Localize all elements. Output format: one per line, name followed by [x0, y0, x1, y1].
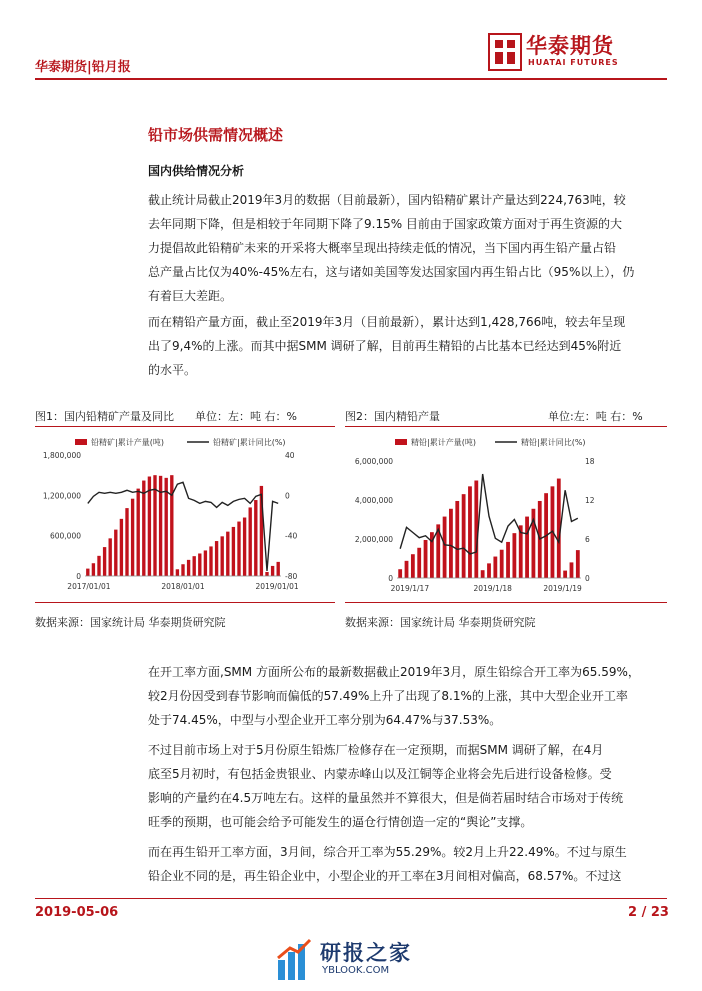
- paragraph-1: [148, 188, 668, 308]
- legend-swatch-bar: [75, 439, 87, 445]
- paragraph-2: [148, 310, 668, 382]
- figure2-unit: 单位:左：吨 右：%: [548, 410, 643, 423]
- paragraph-line: 不过目前市场上对于5月份原生铅炼厂检修存在一定预期，而据SMM 调研了解，在4月: [148, 743, 604, 757]
- chart-bar: [455, 501, 459, 578]
- figure2-bottom-rule: [345, 602, 667, 603]
- chart-bar: [237, 522, 240, 576]
- tick-label: 6: [585, 535, 590, 544]
- tick-label: 18: [585, 457, 595, 466]
- paragraph-line: 底至5月初时，有包括金贵银业、内蒙赤峰山以及江铜等企业将会先后进行设备检修。受: [148, 767, 612, 781]
- legend-label: 精铅|累计产量(吨): [411, 438, 476, 447]
- tick-label: 2017/01/01: [67, 582, 111, 591]
- paragraph-line: 而在再生铅开工率方面，3月间，综合开工率为55.29%。较2月上升22.49%。不过与原生: [148, 845, 627, 859]
- tick-label: 2019/01/01: [255, 582, 299, 591]
- chart-bar: [193, 556, 196, 576]
- chart-bar: [487, 563, 491, 578]
- tick-label: -80: [285, 572, 298, 581]
- tick-label: 2019/1/18: [473, 584, 512, 593]
- tick-label: 4,000,000: [354, 496, 393, 505]
- chart-bar: [204, 550, 207, 576]
- chart-bar: [512, 533, 516, 578]
- chart-bar: [114, 530, 117, 576]
- legend-swatch-bar: [395, 439, 407, 445]
- legend-label: 精铅|累计同比(%): [521, 438, 586, 447]
- chart-bar: [176, 569, 179, 576]
- tick-label: 0: [585, 574, 590, 583]
- watermark-text-en: YBLOOK.COM: [322, 965, 390, 976]
- chart-bar: [142, 481, 145, 576]
- huatai-logo-icon: [487, 30, 523, 74]
- tick-label: 2019/1/17: [390, 584, 430, 593]
- chart-bar: [109, 538, 112, 576]
- paragraph-line: 的水平。: [148, 363, 197, 377]
- tick-label: 1,200,000: [42, 491, 81, 501]
- legend-label: 铅精矿|累计同比(%): [213, 438, 286, 447]
- chart-bar: [493, 557, 497, 578]
- paragraph-line: 旺季的预期，也可能会给予可能发生的逼仓行情创造一定的“舆论”支撑。: [148, 815, 533, 829]
- chart-bar: [468, 486, 472, 578]
- legend-label: 铅精矿|累计产量(吨): [91, 438, 164, 447]
- paragraph-line: 去年同期下降，但是相较于年同期下降了9.15% 目前由于国家政策方面对于再生资源的大: [148, 217, 622, 231]
- chart-bar: [277, 562, 280, 576]
- tick-label: 12: [585, 496, 595, 505]
- chart-bar: [131, 499, 134, 576]
- paragraph-line: 在开工率方面,SMM 方面所公布的最新数据截止2019年3月，原生铅综合开工率为65.59%，: [148, 665, 640, 679]
- paragraph-line: 出了9,4%的上涨。而其中据SMM 调研了解，目前再生精铅的占比基本已经达到45%附近: [148, 339, 622, 353]
- report-header-title: 华泰期货|铅月报: [35, 60, 131, 75]
- paragraph-5: [148, 840, 668, 888]
- tick-label: 0: [388, 574, 393, 583]
- watermark-text-cn: 研报之家: [320, 941, 412, 965]
- chart-bar: [232, 527, 235, 576]
- chart-bar: [265, 572, 268, 576]
- figure1-bottom-rule: [35, 602, 335, 603]
- paragraph-line: 总产量占比仅为40%-45%左右，这与诸如美国等发达国家国内再生铅占比（95%以上），仍: [148, 265, 635, 279]
- chart-bar: [209, 546, 212, 576]
- chart-bar: [249, 507, 252, 576]
- figure2-caption: 图2：国内精铅产量: [345, 410, 440, 423]
- chart-bar: [125, 508, 128, 576]
- chart-bar: [120, 519, 123, 576]
- figure1-top-rule: [35, 426, 335, 427]
- figure2-source: 数据来源：国家统计局 华泰期货研究院: [345, 616, 536, 629]
- paragraph-line: 处于74.45%，中型与小型企业开工率分别为64.47%与37.53%。: [148, 713, 502, 727]
- chart-bar: [481, 570, 485, 578]
- chart-bar: [170, 475, 173, 576]
- chart-bar: [254, 500, 257, 576]
- section-title: 铅市场供需情况概述: [148, 126, 284, 144]
- logo-text-cn: 华泰期货: [526, 34, 614, 58]
- tick-label: 0: [76, 572, 81, 581]
- chart-bar: [525, 517, 529, 578]
- chart-bar: [563, 571, 567, 578]
- chart-bar: [576, 550, 580, 578]
- paragraph-4: [148, 738, 668, 834]
- figure1-caption: 图1：国内铅精矿产量及同比: [35, 410, 174, 423]
- chart-bar: [500, 550, 504, 578]
- chart-bar: [181, 564, 184, 576]
- watermark-bars-icon: [276, 938, 316, 982]
- paragraph-line: 而在精铅产量方面，截止至2019年3月（目前最新），累计达到1,428,766吨，较去年呈现: [148, 315, 626, 329]
- tick-label: 2018/01/01: [161, 582, 205, 591]
- tick-label: 2019/1/19: [543, 584, 582, 593]
- chart-bar: [405, 561, 409, 578]
- chart-bar: [398, 569, 402, 578]
- chart-bar: [187, 560, 190, 576]
- tick-label: 2,000,000: [354, 535, 393, 544]
- chart-bar: [271, 566, 274, 576]
- refined-lead-chart: [345, 428, 667, 598]
- paragraph-line: 影响的产量约在4.5万吨左右。这样的量虽然并不算很大，但是倘若届时结合市场对于传统: [148, 791, 624, 805]
- chart-bar: [215, 541, 218, 576]
- chart-bar: [411, 554, 415, 578]
- tick-label: 40: [285, 451, 295, 460]
- chart-bar: [221, 536, 224, 576]
- tick-label: -40: [285, 531, 298, 541]
- chart-bar: [97, 556, 100, 576]
- paragraph-line: 铅企业不同的是，再生铅企业中，小型企业的开工率在3月间相对偏高，68.57%。不过这: [148, 869, 622, 883]
- figure1-unit: 单位：左：吨 右：%: [195, 410, 297, 423]
- chart-bar: [86, 569, 89, 576]
- footer-date: 2019-05-06: [35, 905, 119, 920]
- paragraph-3: [148, 660, 668, 732]
- chart-bar: [506, 542, 510, 578]
- chart-bar: [462, 494, 466, 578]
- figure1-source: 数据来源：国家统计局 华泰期货研究院: [35, 616, 226, 629]
- chart-bar: [570, 562, 574, 578]
- paragraph-line: 截止统计局截止2019年3月的数据（目前最新），国内铅精矿累计产量达到224,763吨，较: [148, 193, 626, 207]
- chart-bar: [226, 532, 229, 576]
- footer-rule: [35, 898, 667, 899]
- page-number: 2 / 23: [628, 905, 669, 920]
- tick-label: 0: [285, 491, 290, 501]
- chart-bar: [198, 553, 201, 576]
- chart-bar: [159, 476, 162, 576]
- lead-concentrate-chart: [35, 428, 335, 598]
- paragraph-line: 力提倡故此铅精矿未来的开采将大概率呈现出持续走低的情况，当下国内再生铅产量占铅: [148, 241, 617, 255]
- tick-label: 600,000: [49, 531, 81, 541]
- logo-text-en: HUATAI FUTURES: [528, 58, 619, 67]
- chart-bar: [443, 517, 447, 578]
- paragraph-line: 有着巨大差距。: [148, 289, 233, 303]
- figure2-top-rule: [345, 426, 667, 427]
- subsection-title: 国内供给情况分析: [148, 164, 245, 178]
- tick-label: 1,800,000: [42, 451, 81, 460]
- chart-bar: [424, 540, 428, 578]
- chart-bar: [449, 509, 453, 578]
- header-rule: [35, 78, 667, 80]
- chart-bar: [92, 563, 95, 576]
- paragraph-line: 较2月份因受到春节影响而偏低的57.49%上升了出现了8.1%的上涨，其中大型企业开工率: [148, 689, 628, 703]
- chart-bar: [137, 489, 140, 576]
- tick-label: 6,000,000: [354, 457, 393, 466]
- chart-bar: [103, 547, 106, 576]
- chart-bar: [417, 548, 421, 578]
- chart-bar: [243, 518, 246, 576]
